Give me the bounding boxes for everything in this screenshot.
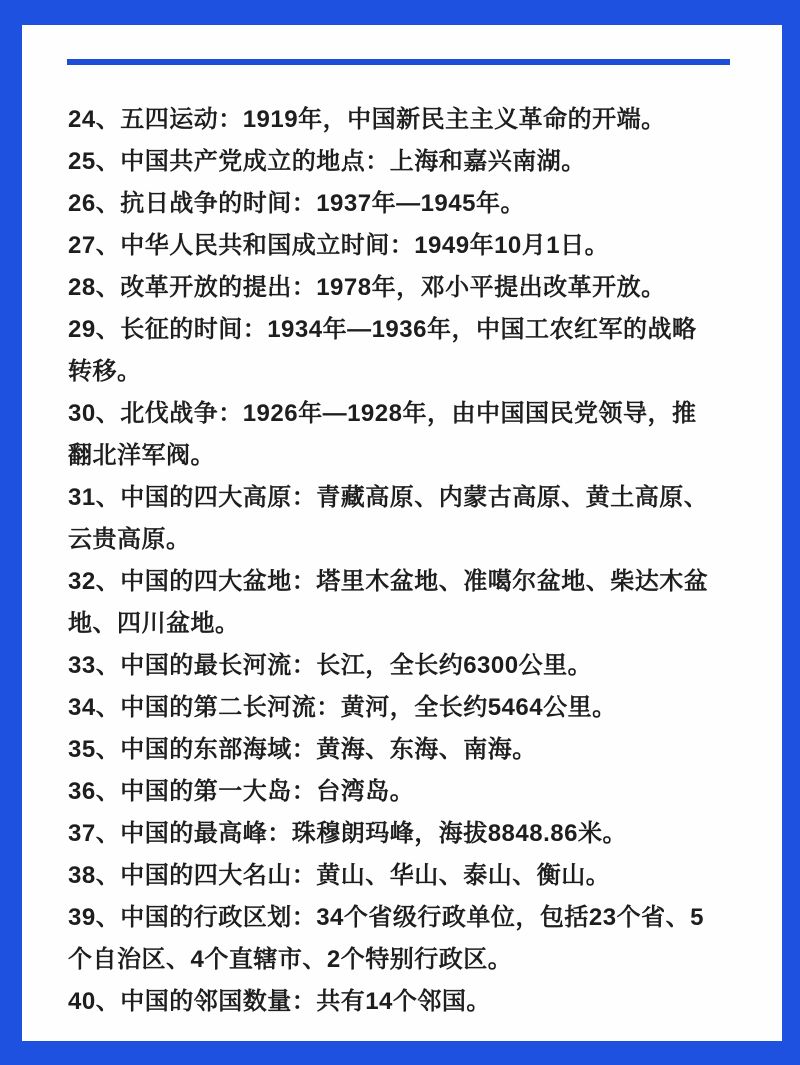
list-item: 26、抗日战争的时间：1937年—1945年。: [68, 190, 525, 217]
list-item: 38、中国的四大名山：黄山、华山、泰山、衡山。: [68, 862, 611, 889]
list-item: 36、中国的第一大岛：台湾岛。: [68, 778, 415, 805]
list-item: 29、长征的时间：1934年—1936年，中国工农红军的战略转移。: [68, 316, 697, 385]
list-item: 35、中国的东部海域：黄海、东海、南海。: [68, 736, 537, 763]
list-item: 40、中国的邻国数量：共有14个邻国。: [68, 988, 491, 1015]
content-card: [22, 25, 782, 1041]
list-item: 24、五四运动：1919年，中国新民主主义革命的开端。: [68, 106, 666, 133]
list-item: 25、中国共产党成立的地点：上海和嘉兴南湖。: [68, 148, 586, 175]
list-item: 39、中国的行政区划：34个省级行政单位，包括23个省、5个自治区、4个直辖市、2个特别行政区。: [68, 904, 704, 973]
list-item: 37、中国的最高峰：珠穆朗玛峰，海拔8848.86米。: [68, 820, 627, 847]
list-item: 30、北伐战争：1926年—1928年，由中国国民党领导，推翻北洋军阀。: [68, 400, 697, 469]
list-item: 27、中华人民共和国成立时间：1949年10月1日。: [68, 232, 610, 259]
facts-list: [68, 99, 718, 1023]
list-item: 33、中国的最长河流：长江，全长约6300公里。: [68, 652, 593, 679]
list-item: 34、中国的第二长河流：黄河，全长约5464公里。: [68, 694, 617, 721]
list-item: 31、中国的四大高原：青藏高原、内蒙古高原、黄土高原、云贵高原。: [68, 484, 709, 553]
list-item: 32、中国的四大盆地：塔里木盆地、准噶尔盆地、柴达木盆地、四川盆地。: [68, 568, 709, 637]
top-divider-rule: [67, 59, 730, 65]
list-item: 28、改革开放的提出：1978年，邓小平提出改革开放。: [68, 274, 666, 301]
